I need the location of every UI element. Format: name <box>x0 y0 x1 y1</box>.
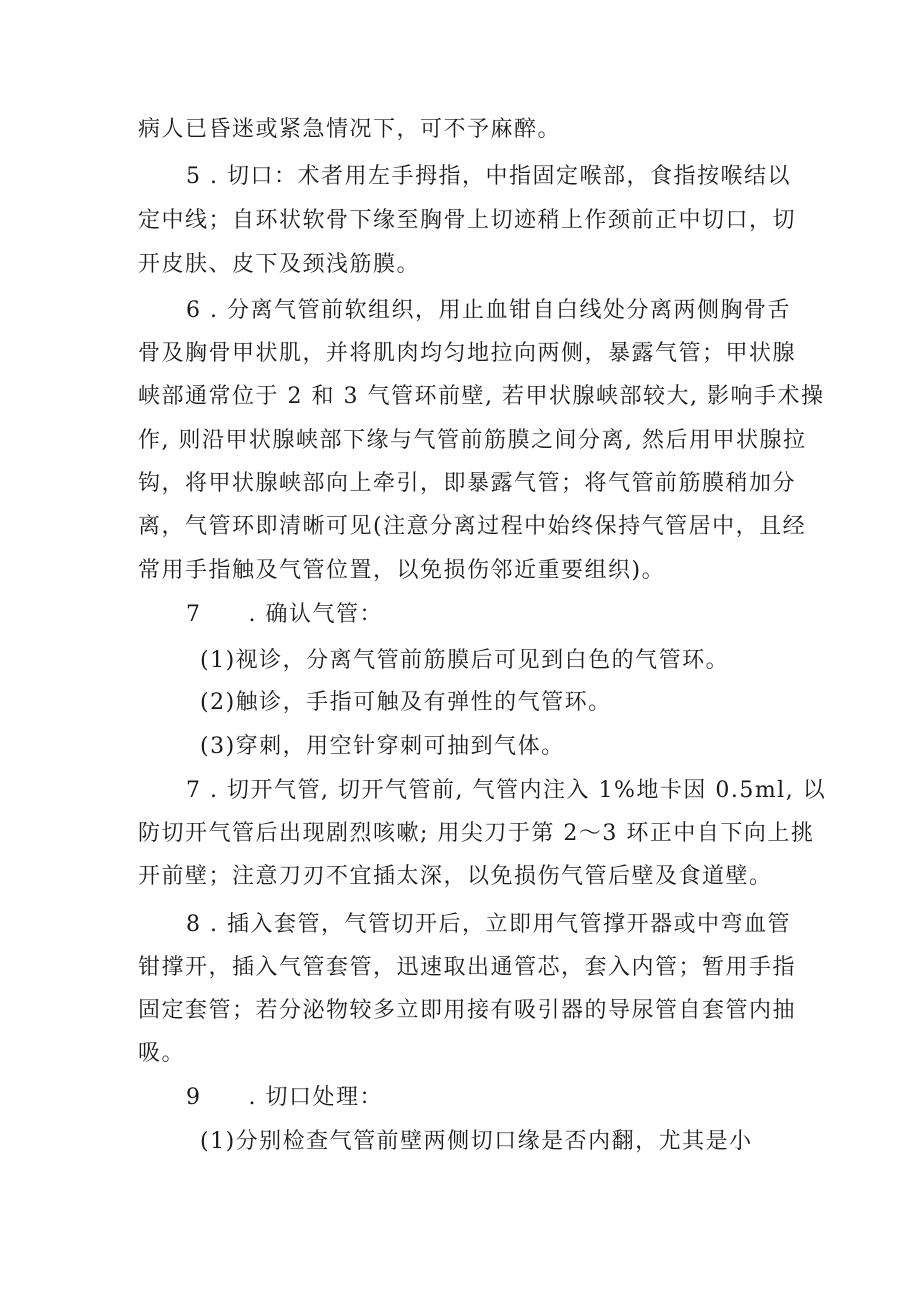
text-line: (2)触诊，手指可触及有弹性的气管环。 <box>200 690 612 715</box>
text-line: 7 . 确认气管： <box>186 602 383 627</box>
text-line: 钳撑开，插入气管套管，迅速取出通管芯，套入内管；暂用手指 <box>138 955 797 980</box>
text-line: (1)视诊，分离气管前筋膜后可见到白色的气管环。 <box>200 648 730 673</box>
text-line: 9 . 切口处理： <box>186 1085 383 1110</box>
text-line: 防切开气管后出现剧烈咳嗽; 用尖刀于第 2～3 环正中自下向上挑 <box>138 821 815 846</box>
text-line: 开皮肤、皮下及颈浅筋膜。 <box>138 252 421 277</box>
text-line: 作, 则沿甲状腺峡部下缘与气管前筋膜之间分离, 然后用甲状腺拉 <box>138 428 807 453</box>
text-line: 病人已昏迷或紧急情况下，可不予麻醉。 <box>138 117 562 142</box>
text-line: 吸。 <box>138 1041 186 1066</box>
text-line: 定中线；自环状软骨下缘至胸骨上切迹稍上作颈前正中切口，切 <box>138 208 797 233</box>
text-line: 5 . 切口：术者用左手拇指，中指固定喉部，食指按喉结以 <box>186 164 791 189</box>
text-line: 7 . 切开气管, 切开气管前, 气管内注入 1%地卡因 0.5ml, 以 <box>186 778 827 803</box>
text-line: (3)穿刺，用空针穿刺可抽到气体。 <box>200 734 565 759</box>
text-line: 骨及胸骨甲状肌，并将肌肉均匀地拉向两侧，暴露气管；甲状腺 <box>138 341 797 366</box>
text-line: 固定套管；若分泌物较多立即用接有吸引器的导尿管自套管内抽 <box>138 998 797 1023</box>
text-line: 8 . 插入套管，气管切开后，立即用气管撑开器或中弯血管 <box>186 912 791 937</box>
text-line: 常用手指触及气管位置，以免损伤邻近重要组织)。 <box>138 558 666 583</box>
text-line: 离，气管环即清晰可见(注意分离过程中始终保持气管居中，且经 <box>138 514 807 539</box>
text-line: 开前壁；注意刀刃不宜插太深，以免损伤气管后壁及食道壁。 <box>138 864 773 889</box>
text-line: 钩，将甲状腺峡部向上牵引，即暴露气管；将气管前筋膜稍加分 <box>138 471 797 496</box>
text-line: 6 . 分离气管前软组织，用止血钳自白线处分离两侧胸骨舌 <box>186 298 791 323</box>
text-line: (1)分别检查气管前壁两侧切口缘是否内翻，尤其是小 <box>200 1129 753 1154</box>
text-line: 峡部通常位于 2 和 3 气管环前壁, 若甲状腺峡部较大, 影响手术操 <box>138 384 825 409</box>
